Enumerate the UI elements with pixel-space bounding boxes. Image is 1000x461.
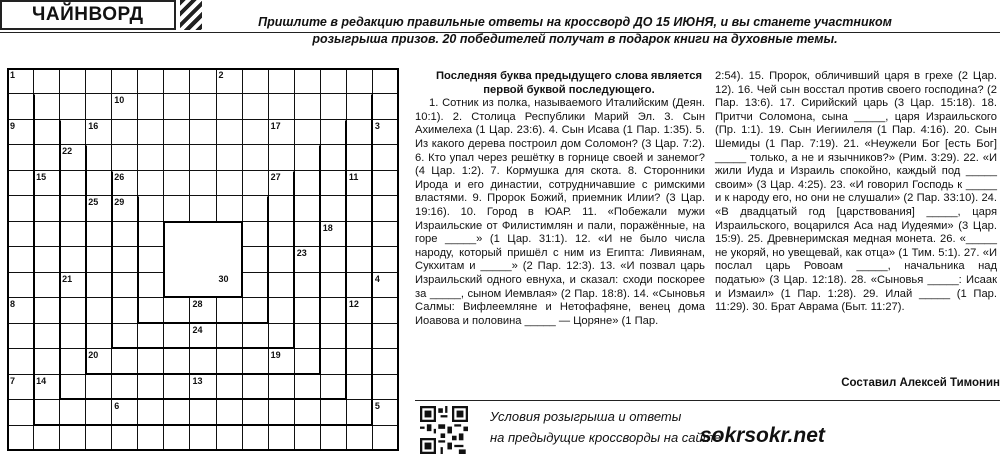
grid-cell[interactable]: [216, 144, 243, 170]
grid-cell[interactable]: [294, 348, 321, 374]
grid-cell[interactable]: [294, 93, 321, 119]
cell-number: 26: [114, 171, 125, 182]
cell-number: 16: [88, 120, 99, 131]
cell-number: 4: [374, 273, 380, 284]
grid-cell[interactable]: [189, 170, 216, 196]
grid-cell[interactable]: [320, 170, 347, 196]
grid-cell[interactable]: [33, 348, 60, 374]
grid-cell[interactable]: [189, 68, 216, 94]
grid-cell[interactable]: [294, 144, 321, 170]
grid-cell[interactable]: [268, 68, 295, 94]
grid-cell[interactable]: [111, 144, 138, 170]
grid-cell[interactable]: [85, 399, 112, 425]
grid-cell[interactable]: [33, 221, 60, 247]
grid-cell[interactable]: [59, 68, 86, 94]
grid-cell[interactable]: [242, 323, 269, 349]
grid-cell[interactable]: [189, 425, 216, 451]
grid-cell[interactable]: [137, 272, 164, 298]
grid-cell[interactable]: [137, 246, 164, 272]
grid-cell[interactable]: [346, 93, 373, 119]
grid-cell[interactable]: [372, 68, 399, 94]
grid-cell[interactable]: [59, 297, 86, 323]
grid-cell[interactable]: [85, 246, 112, 272]
clues-text-1: 1. Сотник из полка, называемого Италийским (Деян. 10:1). 2. Столица Республики Марий Эл. 3. Сын Ахимелеха (1 Цар. 23:6). 4. Сын Исава (1 Пар. 1:35). 5. Из какого дерева построил дом Соломон? (3 Цар. 7:2). 6. Кто упал через решётку в горнице своей и занемог? (4 Цар. 1:2). 7. Кормушка для скота. 8. Сторонники Ирода и его династии, сотрудничавшие с римскими властями. 9. Пророк Божий, приемник Илии? (3 Цар. 19:16). 10. Город в ЮАР. 11. «Побежали мужи Израильские от Филистимлян и пали, поражённые, на горе _____» (1 Цар. 31:1). 12. «И не было числа народу, который пришёл с ним из Египта: Ливиянам, Сукхитам и _____» (2 Пар. 12:3). 13. «И позвал царь Израильский одного евнуха, и сказал: сходи поскорее за _____, сыном Иемвлая» (2 Пар. 18:8). 14. «Сыновья Салмы: Вифлеемляне и Нетофафяне, венец дома Иоавова и половина _____ — Цоряне» (1 Пар.: [415, 97, 705, 327]
grid-cell[interactable]: [163, 144, 190, 170]
grid-cell[interactable]: [268, 246, 295, 272]
grid-cell[interactable]: [242, 170, 269, 196]
grid-cell[interactable]: [242, 195, 269, 221]
grid-cell[interactable]: [320, 374, 347, 400]
grid-cell[interactable]: [137, 195, 164, 221]
grid-cell[interactable]: [372, 323, 399, 349]
grid-cell[interactable]: [242, 68, 269, 94]
grid-cell[interactable]: [137, 323, 164, 349]
grid-cell[interactable]: [189, 195, 216, 221]
grid-cell[interactable]: [33, 297, 60, 323]
header: [0, 0, 1000, 50]
grid-cell[interactable]: [216, 119, 243, 145]
grid-cell[interactable]: [294, 119, 321, 145]
grid-cell[interactable]: [294, 195, 321, 221]
grid-cell[interactable]: [346, 323, 373, 349]
grid-cell[interactable]: [294, 374, 321, 400]
grid-cell[interactable]: [7, 170, 34, 196]
grid-cell[interactable]: [33, 119, 60, 145]
grid-cell[interactable]: [163, 297, 190, 323]
grid-cell[interactable]: [7, 195, 34, 221]
grid-cell[interactable]: [59, 425, 86, 451]
grid-cell[interactable]: [111, 374, 138, 400]
grid-cell[interactable]: [33, 399, 60, 425]
grid-cell[interactable]: [7, 93, 34, 119]
grid-cell[interactable]: [59, 221, 86, 247]
cell-number: 27: [270, 171, 281, 182]
grid-cell[interactable]: [137, 144, 164, 170]
grid-cell[interactable]: [59, 323, 86, 349]
grid-cell[interactable]: [294, 272, 321, 298]
grid-cell[interactable]: [189, 119, 216, 145]
footer-text-line2: на предыдущие кроссворды на сайте: [490, 430, 721, 445]
grid-cell[interactable]: [33, 195, 60, 221]
grid-cell[interactable]: [320, 272, 347, 298]
site-link[interactable]: sokrsokr.net: [700, 424, 825, 447]
grid-cell[interactable]: [189, 348, 216, 374]
cell-number: 21: [62, 273, 73, 284]
grid-cell[interactable]: [33, 144, 60, 170]
grid-cell[interactable]: [85, 323, 112, 349]
grid-cell[interactable]: [346, 374, 373, 400]
grid-cell[interactable]: [346, 348, 373, 374]
grid-cell[interactable]: [163, 399, 190, 425]
grid-cell[interactable]: [320, 144, 347, 170]
grid-cell[interactable]: [33, 323, 60, 349]
grid-cell[interactable]: [372, 246, 399, 272]
grid-cell[interactable]: [163, 68, 190, 94]
clues-area: [415, 70, 1000, 400]
grid-cell[interactable]: [294, 323, 321, 349]
grid-cell[interactable]: [320, 195, 347, 221]
clues-column-1: [415, 70, 705, 328]
grid-cell[interactable]: [111, 221, 138, 247]
grid-cell[interactable]: [320, 348, 347, 374]
grid-cell[interactable]: [111, 425, 138, 451]
grid-cell[interactable]: [320, 119, 347, 145]
grid-cell[interactable]: [137, 297, 164, 323]
grid-cell[interactable]: [268, 144, 295, 170]
cell-number: 13: [192, 375, 203, 386]
grid-cell[interactable]: [216, 195, 243, 221]
grid-cell[interactable]: [268, 374, 295, 400]
grid-cell[interactable]: [189, 93, 216, 119]
grid-cell[interactable]: [163, 119, 190, 145]
grid-cell[interactable]: [85, 272, 112, 298]
grid-cell[interactable]: [268, 272, 295, 298]
grid-cell[interactable]: [111, 68, 138, 94]
stripes-decoration: [180, 0, 202, 30]
grid-cell[interactable]: [268, 221, 295, 247]
grid-cell[interactable]: [111, 323, 138, 349]
grid-cell[interactable]: [33, 93, 60, 119]
grid-cell[interactable]: [372, 170, 399, 196]
grid-cell[interactable]: [7, 425, 34, 451]
grid-cell[interactable]: [346, 68, 373, 94]
grid-cell[interactable]: [216, 348, 243, 374]
grid-cell[interactable]: [85, 93, 112, 119]
grid-cell[interactable]: [33, 272, 60, 298]
grid-cell[interactable]: [346, 119, 373, 145]
qr-code-icon[interactable]: [420, 406, 468, 454]
grid-cell[interactable]: [242, 144, 269, 170]
grid-cell[interactable]: [59, 399, 86, 425]
cell-number: 17: [270, 120, 281, 131]
grid-cell[interactable]: [33, 246, 60, 272]
cell-number: 20: [88, 350, 99, 361]
grid-cell[interactable]: [320, 93, 347, 119]
cell-number: 18: [322, 222, 333, 233]
grid-cell[interactable]: [111, 272, 138, 298]
crossword-grid: [7, 68, 398, 450]
page-title: ЧАЙНВОРД: [32, 4, 144, 25]
cell-number: 7: [10, 375, 16, 386]
grid-cell[interactable]: [268, 297, 295, 323]
grid-cell[interactable]: [294, 399, 321, 425]
grid-cell[interactable]: [111, 348, 138, 374]
grid-cell[interactable]: [111, 297, 138, 323]
grid-cell[interactable]: [137, 68, 164, 94]
center-block: [163, 221, 242, 298]
cell-number: 29: [114, 197, 125, 208]
grid-cell[interactable]: [59, 348, 86, 374]
grid-cell[interactable]: [346, 246, 373, 272]
grid-cell[interactable]: [137, 399, 164, 425]
grid-cell[interactable]: [7, 246, 34, 272]
grid-cell[interactable]: [137, 425, 164, 451]
grid-cell[interactable]: [372, 297, 399, 323]
grid-cell[interactable]: [294, 68, 321, 94]
cell-number: 30: [218, 273, 229, 284]
grid-cell[interactable]: [294, 297, 321, 323]
grid-cell[interactable]: [163, 374, 190, 400]
cell-number: 19: [270, 350, 281, 361]
grid-cell[interactable]: [346, 425, 373, 451]
grid-cell[interactable]: [346, 221, 373, 247]
grid-cell[interactable]: [163, 195, 190, 221]
cell-number: 11: [348, 171, 359, 182]
grid-cell[interactable]: [163, 323, 190, 349]
grid-cell[interactable]: [163, 170, 190, 196]
grid-cell[interactable]: [242, 374, 269, 400]
grid-cell[interactable]: [242, 425, 269, 451]
grid-cell[interactable]: [7, 272, 34, 298]
grid-cell[interactable]: [7, 323, 34, 349]
grid-cell[interactable]: [242, 297, 269, 323]
grid-cell[interactable]: [242, 119, 269, 145]
grid-cell[interactable]: [242, 221, 269, 247]
grid-cell[interactable]: [59, 195, 86, 221]
grid-cell[interactable]: [320, 425, 347, 451]
grid-cell[interactable]: [320, 323, 347, 349]
promo-text: Пришлите в редакцию правильные ответы на кроссворд ДО 15 ИЮНЯ, и вы станете участником розыгрыша призов. 20 победителей получат в подарок книги на духовные темы.: [258, 15, 892, 46]
grid-cell[interactable]: [242, 348, 269, 374]
grid-cell[interactable]: [216, 399, 243, 425]
grid-cell[interactable]: [7, 348, 34, 374]
grid-cell[interactable]: [59, 93, 86, 119]
grid-cell[interactable]: [189, 399, 216, 425]
grid-cell[interactable]: [268, 399, 295, 425]
grid-cell[interactable]: [242, 246, 269, 272]
grid-cell[interactable]: [111, 246, 138, 272]
clues-column-2: [715, 70, 997, 315]
cell-number: 15: [36, 171, 47, 182]
grid-cell[interactable]: [294, 221, 321, 247]
grid-cell[interactable]: [242, 272, 269, 298]
grid-cell[interactable]: [268, 323, 295, 349]
grid-cell[interactable]: [346, 272, 373, 298]
cell-number: 12: [348, 299, 359, 310]
grid-cell[interactable]: [372, 195, 399, 221]
grid-cell[interactable]: [346, 399, 373, 425]
grid-cell[interactable]: [216, 374, 243, 400]
grid-cell[interactable]: [346, 144, 373, 170]
cell-number: 25: [88, 197, 99, 208]
grid-cell[interactable]: [7, 221, 34, 247]
grid-cell[interactable]: [242, 399, 269, 425]
grid-cell[interactable]: [346, 195, 373, 221]
grid-cell[interactable]: [372, 425, 399, 451]
grid-cell[interactable]: [294, 170, 321, 196]
cell-number: 24: [192, 324, 203, 335]
cell-number: 9: [10, 120, 16, 131]
footer-divider: [415, 400, 1000, 401]
grid-cell[interactable]: [85, 170, 112, 196]
grid-cell[interactable]: [111, 119, 138, 145]
grid-cell[interactable]: [320, 68, 347, 94]
grid-cell[interactable]: [163, 348, 190, 374]
cell-number: 3: [374, 120, 380, 131]
cell-number: 6: [114, 401, 120, 412]
title-box: [0, 0, 176, 30]
author-credit: Составил Алексей Тимонин: [841, 377, 1000, 389]
grid-cell[interactable]: [137, 221, 164, 247]
grid-cell[interactable]: [85, 144, 112, 170]
grid-cell[interactable]: [85, 374, 112, 400]
cell-number: 28: [192, 299, 203, 310]
grid-cell[interactable]: [216, 93, 243, 119]
grid-cell[interactable]: [7, 399, 34, 425]
grid-cell[interactable]: [85, 425, 112, 451]
grid-cell[interactable]: [294, 425, 321, 451]
cell-number: 10: [114, 95, 125, 106]
grid-cell[interactable]: [85, 297, 112, 323]
cell-number: 1: [10, 70, 16, 80]
grid-cell[interactable]: [242, 93, 269, 119]
grid-cell[interactable]: [320, 246, 347, 272]
grid-cell[interactable]: [216, 323, 243, 349]
grid-cell[interactable]: [137, 93, 164, 119]
clues-intro: Последняя буква предыдущего слова является первой буквой последующего.: [436, 70, 702, 96]
grid-cell[interactable]: [372, 348, 399, 374]
cell-number: 23: [296, 248, 307, 259]
grid-cell[interactable]: [59, 170, 86, 196]
grid-cell[interactable]: [85, 68, 112, 94]
grid-cell[interactable]: [268, 93, 295, 119]
cell-number: 8: [10, 299, 16, 310]
grid-cell[interactable]: [372, 93, 399, 119]
grid-cell[interactable]: [7, 144, 34, 170]
grid-cell[interactable]: [372, 144, 399, 170]
grid-cell[interactable]: [372, 221, 399, 247]
grid-cell[interactable]: [59, 119, 86, 145]
cell-number: 22: [62, 146, 73, 157]
grid-cell[interactable]: [33, 68, 60, 94]
clues-text-2: 2:54). 15. Пророк, обличивший царя в грехе (2 Цар. 12). 16. Чей сын восстал против своего господина? (2 Пар. 13:6). 17. Сирийский царь (3 Цар. 15:18). 18. Притчи Соломона, сына _____, царя Израильского (Пр. 1:1). 19. Сын Иегиилеля (1 Пар. 4:16). 20. Сын Шемиды (1 Пар. 7:19). 21. «Неужели Бог [есть Бог] _____ только, а не и язычников?» (Рим. 3:29). 22. «И жили Иуда и Израиль спокойно, каждый под _____ своим» (3 Цар. 4:25). 23. «И говорил Господь к _____ и к народу его, но они не слушали» (2 Пар. 33:10). 24. «В двадцатый год [царствования] _____, царя Израильского, воцарился Аса над Иудеями» (3 Цар. 15:9). 25. Древнеримская медная монета. 26. «_____ не укоряй, но увещевай, как отца» (1 Тим. 5:1). 27. «И послал царь Ровоам _____, начальника над податью» (3 Цар. 12:18). 28. «Сыновья _____: Исаак и Измаил» (1 Пар. 1:28). 29. Илай _____ (1 Пар. 11:29). 30. Брат Аврама (Быт. 11:27).: [715, 70, 997, 314]
grid-cell[interactable]: [137, 170, 164, 196]
grid-cell[interactable]: [59, 246, 86, 272]
grid-cell[interactable]: [372, 374, 399, 400]
cell-number: 5: [374, 401, 380, 412]
grid-cell[interactable]: [85, 221, 112, 247]
grid-cell[interactable]: [268, 425, 295, 451]
grid-cell[interactable]: [137, 348, 164, 374]
grid-cell[interactable]: [216, 297, 243, 323]
grid-cell[interactable]: [320, 399, 347, 425]
grid-cell[interactable]: [320, 297, 347, 323]
footer-text-line1: Условия розыгрыша и ответы: [490, 409, 682, 424]
cell-number: 2: [218, 70, 224, 80]
grid-cell[interactable]: [137, 374, 164, 400]
grid-cell[interactable]: [137, 119, 164, 145]
grid-cell[interactable]: [59, 374, 86, 400]
grid-cell[interactable]: [268, 195, 295, 221]
cell-number: 14: [36, 375, 47, 386]
grid-cell[interactable]: [216, 170, 243, 196]
grid-cell[interactable]: [163, 93, 190, 119]
grid-cell[interactable]: [216, 425, 243, 451]
grid-cell[interactable]: [189, 144, 216, 170]
grid-cell[interactable]: [33, 425, 60, 451]
grid-cell[interactable]: [163, 425, 190, 451]
